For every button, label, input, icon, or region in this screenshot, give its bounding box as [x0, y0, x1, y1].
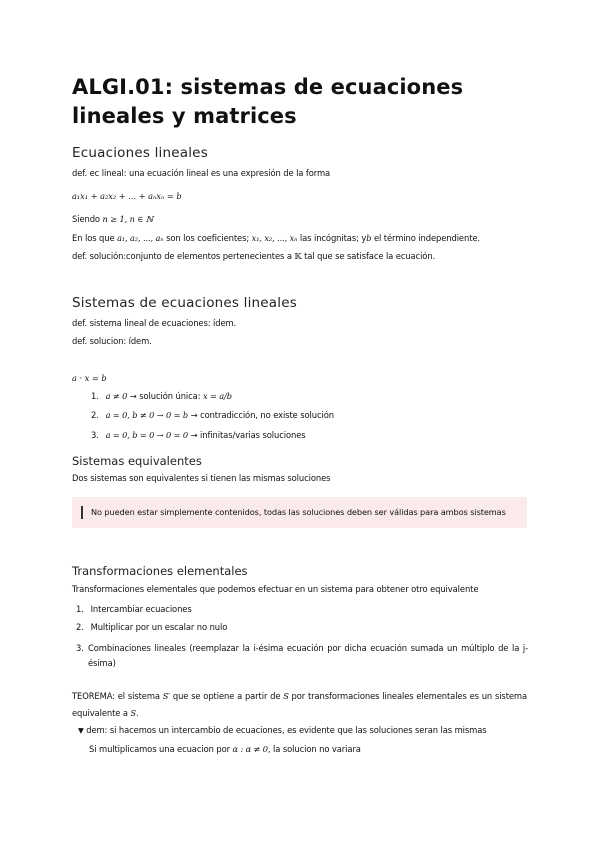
section-heading-transformaciones: Transformaciones elementales	[72, 564, 248, 578]
case-text: → solución única:	[129, 391, 201, 401]
list-number: 3.	[76, 643, 84, 653]
list-number: 1.	[76, 604, 84, 614]
teorema-text-c: por transformaciones lineales elementales es un sistema equivalente a	[72, 691, 528, 718]
siendo-math: n ≥ 1, n ∈ ℕ	[102, 214, 154, 224]
case-item	[91, 430, 306, 440]
siendo-line	[72, 214, 153, 224]
teorema-text-d: .	[136, 708, 139, 718]
transformaciones-intro: Transformaciones elementales que podemos efectuar en un sistema para obtener otro equivalente	[72, 584, 479, 594]
definition-sistema-lineal: def. sistema lineal de ecuaciones: ídem.	[72, 318, 237, 328]
callout-bar	[81, 506, 83, 519]
terms-text-b: son los coeficientes;	[166, 233, 250, 243]
section-heading-ecuaciones-lineales: Ecuaciones lineales	[72, 145, 208, 161]
case-text: → contradicción, no existe solución	[190, 410, 334, 420]
equivalentes-text: Dos sistemas son equivalentes si tienen las mismas soluciones	[72, 473, 331, 483]
teorema-math-s-2: S	[130, 708, 136, 718]
section-heading-equivalentes: Sistemas equivalentes	[72, 454, 202, 468]
dem-text: dem: si hacemos un intercambio de ecuaciones, es evidente que las soluciones seran las mismas	[86, 725, 487, 735]
dem-toggle-line[interactable]	[78, 725, 487, 735]
siendo-label: Siendo	[72, 214, 100, 224]
section-heading-sistemas: Sistemas de ecuaciones lineales	[72, 295, 297, 311]
collapse-triangle-icon[interactable]: ▼	[78, 726, 84, 735]
case-number: 1.	[91, 391, 99, 401]
formula-ax-b: a · x = b	[72, 373, 107, 383]
case-text: → infinitas/varias soluciones	[190, 430, 306, 440]
case-math-2: x = a/b	[202, 391, 232, 401]
terms-line	[72, 233, 480, 243]
warning-callout	[72, 497, 527, 528]
case-number: 3.	[91, 430, 99, 440]
case-item	[91, 391, 232, 401]
list-text: Multiplicar por un escalar no nulo	[90, 622, 228, 632]
list-number: 2.	[76, 622, 84, 632]
list-item	[76, 641, 528, 671]
terms-math-unknowns: x₁, x₂, ..., xₙ	[251, 233, 298, 243]
terms-text-a: En los que	[72, 233, 115, 243]
def-sol-text-b: tal que se satisface la ecuación.	[304, 251, 436, 261]
teorema-math-s: S	[283, 691, 289, 701]
terms-math-coefficients: a₁, a₂, ..., aₙ	[117, 233, 164, 243]
terms-math-b: b	[366, 233, 372, 243]
def-sol-text-a: def. solución:conjunto de elementos pertenecientes a	[72, 251, 292, 261]
case-math: a ≠ 0	[105, 391, 128, 401]
teorema-text-b: que se optiene a partir de	[172, 691, 281, 701]
list-item	[76, 604, 192, 614]
case-number: 2.	[91, 410, 99, 420]
formula-linear-equation: a₁x₁ + a₂x₂ + ... + aₙxₙ = b	[72, 191, 182, 201]
mult-text-b: , la solucion no variara	[267, 744, 361, 754]
terms-text-c: las incógnitas; y	[299, 233, 367, 243]
mult-math: α : α ≠ 0	[232, 744, 268, 754]
list-item	[76, 622, 227, 632]
callout-text: No pueden estar simplemente contenidos, todas las soluciones deben ser válidas para ambos sistemas	[91, 507, 506, 517]
case-math: a = 0, b ≠ 0 → 0 = b	[105, 410, 189, 420]
definition-solucion-sistema: def. solucion: ídem.	[72, 336, 152, 346]
terms-text-d: el término independiente.	[373, 233, 480, 243]
def-sol-math: 𝕂	[294, 251, 302, 261]
case-math: a = 0, b = 0 → 0 = 0	[105, 430, 188, 440]
page-title: ALGI.01: sistemas de ecuaciones lineales y matrices	[72, 75, 464, 128]
dem-mult-line	[89, 744, 361, 754]
teorema-text-a: TEOREMA: el sistema	[72, 691, 160, 701]
teorema-math-s-prime: S′	[162, 691, 171, 701]
list-text: Intercambiar ecuaciones	[90, 604, 192, 614]
definition-solucion	[72, 251, 435, 261]
case-item	[91, 410, 334, 420]
list-text: Combinaciones lineales (reemplazar la i-ésima ecuación por dicha ecuación sumada un múltiplo de la j-ésima)	[88, 643, 528, 668]
teorema-paragraph	[72, 688, 527, 722]
definition-ec-lineal: def. ec lineal: una ecuación lineal es una expresión de la forma	[72, 168, 331, 178]
mult-text-a: Si multiplicamos una ecuacion por	[89, 744, 230, 754]
